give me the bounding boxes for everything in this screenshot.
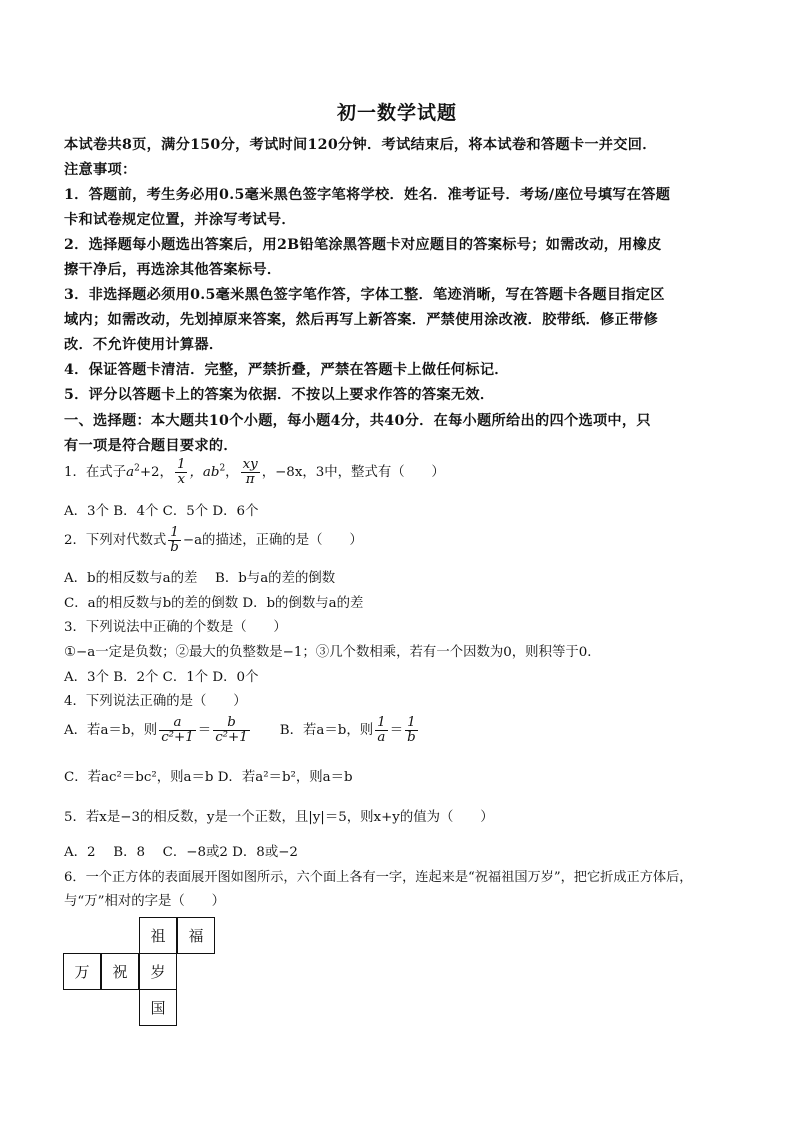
q4b-den1: a [377,730,386,746]
q1-fraction-1 [175,458,188,487]
question-3-stem: 3．下列说法中正确的个数是（ ） [64,620,287,635]
q4b-den2: b [407,730,416,746]
question-4-stem: 4．下列说法正确的是（ ） [64,694,247,709]
q4-opt-a-frac-2 [213,716,250,745]
question-6-stem-b: 与“万”相对的字是（ ） [64,894,225,909]
q2-stem-text: 2．下列对代数式 [64,533,167,549]
question-6-stem-a: 6．一个正方体的表面展开图如图所示，六个面上各有一字，连起来是“祝福祖国万岁”，把它折成正方体后， [64,870,693,885]
notice-2b: 擦干净后，再选涂其他答案标号． [64,262,282,278]
q1-term-tail: +2， [139,465,173,481]
q4a-den1: c²+1 [161,730,194,746]
notice-3c: 改．不允许使用计算器． [64,337,224,353]
q1-stem-text: 1．在式子 [64,465,127,481]
q4a-num1: a [159,716,196,731]
question-4-options-cd: C．若ac²＝bc²，则a＝b D．若a²＝b²，则a＝b [64,770,353,785]
notice-4: 4．保证答题卡清洁．完整，严禁折叠，严禁在答题卡上做任何标记． [64,362,509,378]
notice-heading: 注意事项： [64,162,137,178]
question-4-options-ab [64,716,744,745]
intro-line: 本试卷共8页，满分150分，考试时间120分钟．考试结束后，将本试卷和答题卡一并交回． [64,137,657,153]
q2-frac-den: b [170,540,179,556]
q4-opt-a-frac-1 [159,716,196,745]
question-5-stem: 5．若x是−3的相反数，y是一个正数，且|y|＝5，则x+y的值为（ ） [64,810,494,825]
q1-exponent-2: 2 [219,463,226,474]
net-cell-zu: 祖 [139,917,177,954]
q4-opt-b-frac-1 [375,716,388,745]
question-1-options: A．3个 B．4个 C．5个 D．6个 [64,504,259,519]
q1-frac1-den: x [177,472,185,488]
question-3-items: ①−a一定是负数；②最大的负整数是−1；③几个数相乘，若有一个因数为0，则积等于0． [64,645,601,660]
notice-3a: 3．非选择题必须用0.5毫米黑色签字笔作答，字体工整．笔迹消晰，写在答题卡各题目指定区 [64,287,665,303]
q2-fraction [168,526,181,555]
q4a-equals: ＝ [197,723,212,739]
q4b-equals: ＝ [389,723,404,739]
q4a-den2: c²+1 [215,730,248,746]
q2-frac-num: 1 [168,526,181,541]
question-3-options: A．3个 B．2个 C．1个 D．0个 [64,670,259,685]
q1-frac2-den: π [245,472,255,488]
net-cell-guo: 国 [139,989,177,1026]
section-heading-b: 有一项是符合题目要求的． [64,438,238,454]
q1-term-a: a [126,465,135,481]
q1-term-ab: ，ab [189,465,220,481]
question-2-stem [64,526,744,555]
net-cell-wan: 万 [63,953,101,990]
notice-5: 5．评分以答题卡上的答案为依据．不按以上要求作答的答案无效． [64,387,495,403]
notice-2a: 2．选择题每小题选出答案后，用2B铅笔涂黑答题卡对应题目的答案标号；如需改动，用橡皮 [64,237,662,253]
net-cell-fu: 福 [177,917,215,954]
net-cell-zhu: 祝 [101,953,139,990]
notice-1a: 1．答题前，考生务必用0.5毫米黑色签字笔将学校．姓名．准考证号．考场/座位号填写在答题 [64,187,671,203]
q1-stem-tail: ，−8x，3中，整式有（ ） [261,465,445,481]
net-cell-sui: 岁 [139,953,177,990]
q4-opt-a-text: A．若a＝b，则 [64,723,158,739]
q1-exponent: 2 [134,463,140,474]
q4b-num2: 1 [405,716,418,731]
page-title: 初一数学试题 [336,102,457,124]
q1-frac1-num: 1 [176,457,186,472]
section-heading-a: 一、选择题：本大题共10个小题，每小题4分，共40分．在每小题所给出的四个选项中，只 [64,413,651,429]
q4a-num2: b [213,716,250,731]
q1-fraction-2 [241,458,260,487]
q4-opt-b-text: B．若a＝b，则 [279,723,374,739]
q4b-num1: 1 [377,715,386,730]
notice-1b: 卡和试卷规定位置，并涂写考试号． [64,212,296,228]
q1-frac2-num: xy [242,457,258,472]
question-2-options-2: C．a的相反数与b的差的倒数 D．b的倒数与a的差 [64,596,364,611]
q4-opt-b-frac-2 [405,716,418,745]
question-5-options: A．2 B．8 C．−8或2 D．8或−2 [64,845,298,860]
notice-3b: 域内；如需改动，先划掉原来答案，然后再写上新答案．严禁使用涂改液．胶带纸．修正带修 [64,312,658,328]
question-2-options-1: A．b的相反数与a的差 B．b与a的差的倒数 [64,571,336,586]
q2-stem-tail: −a的描述，正确的是（ ） [182,533,363,549]
question-1-stem: 1．在式子$a^2+2$， $\frac{1}{x}$ ，$ab^2$， $\frac{xy}{\pi}$ ，−8x，3中，整式有（ ） [64,457,445,488]
